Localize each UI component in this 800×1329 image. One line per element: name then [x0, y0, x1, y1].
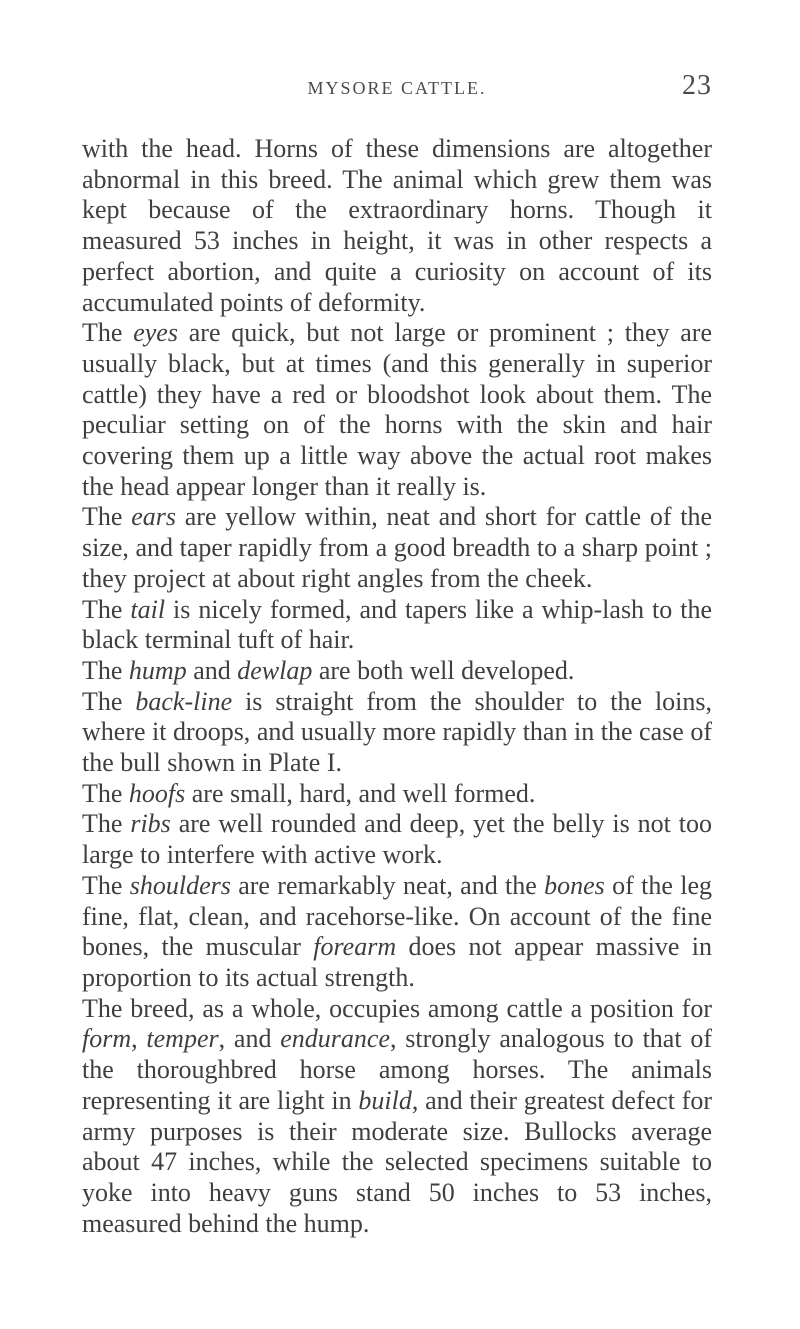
text-run: , and — [218, 1024, 281, 1054]
paragraph — [82, 779, 712, 810]
paragraph — [82, 687, 712, 779]
body-text — [82, 134, 712, 1239]
text-run: The — [82, 502, 132, 532]
paragraph — [82, 994, 712, 1240]
text-run: The — [82, 655, 129, 685]
page-number: 23 — [682, 70, 712, 101]
text-run: , — [131, 1024, 147, 1054]
paragraph — [82, 871, 712, 994]
italic-term: hoofs — [128, 778, 186, 808]
text-run: The — [82, 686, 136, 716]
italic-term: bones — [544, 870, 605, 900]
text-run: The — [82, 594, 131, 624]
paragraph — [82, 595, 712, 656]
text-run: The — [82, 870, 130, 900]
text-run: The — [82, 318, 134, 348]
text-run: are small, hard, and well formed. — [185, 778, 536, 808]
text-run: with the head. Horns of these dimensions are altogether abnormal in this breed. The animal which grew them was kept because of the extraordinary horns. Though it measured 53 inches in height, it was in other respects a perfect abortion, and quite a curiosity on account of its accumulated points of deformity. — [82, 134, 712, 317]
italic-term: hump — [128, 655, 187, 685]
text-run: does not appear massive in proportion to its actual strength. — [82, 932, 712, 992]
text-run: are yellow within, neat and short for cattle of the size, and taper rapidly from a good breadth to a sharp point ; they project at about right angles from the cheek. — [82, 502, 713, 593]
italic-term: tail — [130, 594, 166, 624]
italic-term: eyes — [133, 318, 178, 348]
italic-term: dewlap — [237, 655, 313, 685]
paragraph — [82, 502, 712, 594]
text-run: are well rounded and deep, yet the belly is not too large to interfere with active work. — [82, 809, 713, 870]
running-head — [82, 70, 712, 108]
italic-term: forearm — [313, 932, 397, 962]
text-run: is nicely formed, and tapers like a whip-lash to the black terminal tuft of hair. — [82, 594, 713, 655]
italic-term: build — [358, 1085, 412, 1115]
italic-term: back-line — [135, 686, 233, 716]
paragraph — [82, 134, 712, 318]
italic-term: ribs — [130, 809, 171, 839]
italic-term: form — [82, 1024, 132, 1054]
italic-term: endurance — [280, 1024, 391, 1054]
text-run: of the leg fine, flat, clean, and racehorse-like. On account of the fine bones, the muscular — [82, 870, 713, 962]
text-run: and — [186, 655, 238, 685]
paragraph — [82, 809, 712, 870]
text-run: , strongly analogous to that of the thoroughbred horse among horses. The animals representing it are light in — [82, 1024, 713, 1115]
text-run: is straight from the shoulder to the loins, where it droops, and usually more rapidly than in the case of the bull shown in Plate I. — [82, 686, 713, 778]
italic-term: shoulders — [129, 870, 231, 900]
paragraph — [82, 318, 712, 502]
text-run: are quick, but not large or prominent ; they are usually black, but at times (and this generally in superior cattle) they have a red or bloodshot look about them. The peculiar setting on of the horns with the skin and hair covering them up a little way above the actual root makes the head appear longer than it really is. — [82, 318, 713, 501]
text-run: are remarkably neat, and the — [230, 870, 545, 900]
running-title: MYSORE CATTLE. — [307, 78, 487, 98]
text-run: The — [82, 778, 129, 808]
book-page — [82, 70, 712, 1239]
text-run: , and their greatest defect for army purposes is their moderate size. Bullocks average about 47 inches, while the selected specimens suitable to yoke into heavy guns stand 50 inches to 53 inches, measured behind the hump. — [82, 1085, 712, 1238]
italic-term: temper — [146, 1024, 219, 1054]
text-run: are both well developed. — [312, 655, 575, 685]
text-run: The breed, as a whole, occupies among cattle a position for — [82, 993, 712, 1023]
paragraph — [82, 656, 712, 687]
text-run: The — [82, 809, 131, 839]
italic-term: ears — [131, 502, 176, 532]
